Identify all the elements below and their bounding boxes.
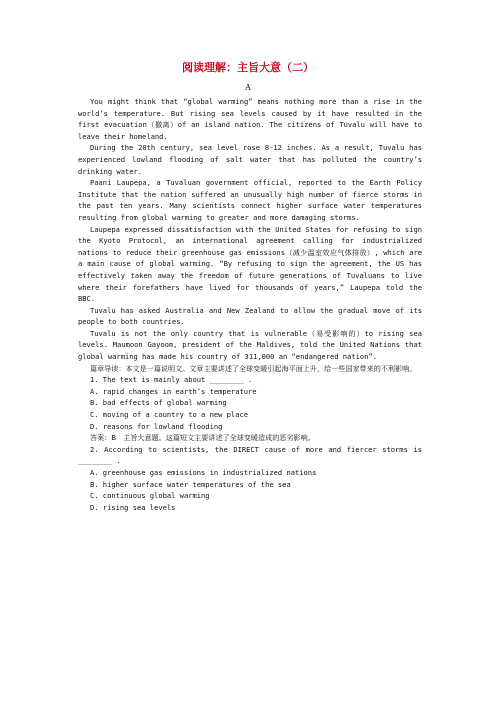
paragraph: Laupepa expressed dissatisfaction with the United States for refusing to sign the Kyoto Protocol, an international agreement calling for industrialized nations to reduce their greenhouse gas emissions（减少温室效应气体排放）, which are a main cause of global warming. “By refusing to sign the agreement, the US has effectively taken away the freedom of future generations of Tuvaluans to live where their forefathers have lived for thousands of years,” Laupepa told the BBC. bbox=[78, 224, 422, 304]
question-option: A. greenhouse gas emissions in industrialized nations bbox=[90, 468, 317, 477]
question-option: B. higher surface water temperatures of the sea bbox=[90, 479, 291, 489]
question-option: D. reasons for lowland flooding bbox=[90, 421, 223, 431]
question-option: A. rapid changes in earth’s temperature bbox=[90, 386, 257, 396]
passage-guide: 篇章导读：本文是一篇说明文。文章主要讲述了全球变暖引起海平面上升，给一些国家带来的不利影响。 bbox=[90, 363, 417, 373]
section-label: A bbox=[245, 83, 251, 92]
paragraph: Tuvalu is not the only country that is vulnerable（易受影响的）to rising sea levels. Maumoon Gayoom, president of the Maldives, told the United Nations that global warming has made his country of 311,000 an “endangered nation”. bbox=[78, 328, 422, 362]
question-stem: 1. The text is mainly about ________ . bbox=[90, 375, 253, 385]
paragraph: You might think that “global warming” means nothing more than a rise in the world’s temperature. But rising sea levels caused by it have resulted in the first evacuation（撤离）of an island nation. The citizens of Tuvalu will have to leave their homeland. bbox=[78, 97, 422, 141]
document-body bbox=[78, 96, 422, 513]
question-stem: 2. According to scientists, the DIRECT cause of more and fiercer storms is ________ . bbox=[78, 444, 422, 466]
question-option: B. bad effects of global warming bbox=[90, 398, 227, 408]
paragraph: Paani Laupepa, a Tuvaluan government official, reported to the Earth Policy Institute that the nation suffered an unusually high number of fierce storms in the past ten years. Many scientists connect higher surface water temperatures resulting from global warming to greater and more damaging storms. bbox=[78, 178, 422, 222]
page-title: 阅读理解：主旨大意（二） bbox=[182, 61, 314, 74]
question-option: D. rising sea levels bbox=[90, 502, 176, 512]
question-option: C. continuous global warming bbox=[90, 491, 210, 501]
answer-explanation: 答案：B 主旨大意题。这篇短文主要讲述了全球变暖造成的恶劣影响。 bbox=[90, 433, 315, 443]
paragraph: During the 20th century, sea level rose 8-12 inches. As a result, Tuvalu has experienced lowland flooding of salt water that has polluted the country’s drinking water. bbox=[78, 143, 422, 176]
question-option: C. moving of a country to a new place bbox=[90, 410, 249, 420]
paragraph: Tuvalu has asked Australia and New Zealand to allow the gradual move of its people to both countries. bbox=[78, 305, 422, 327]
